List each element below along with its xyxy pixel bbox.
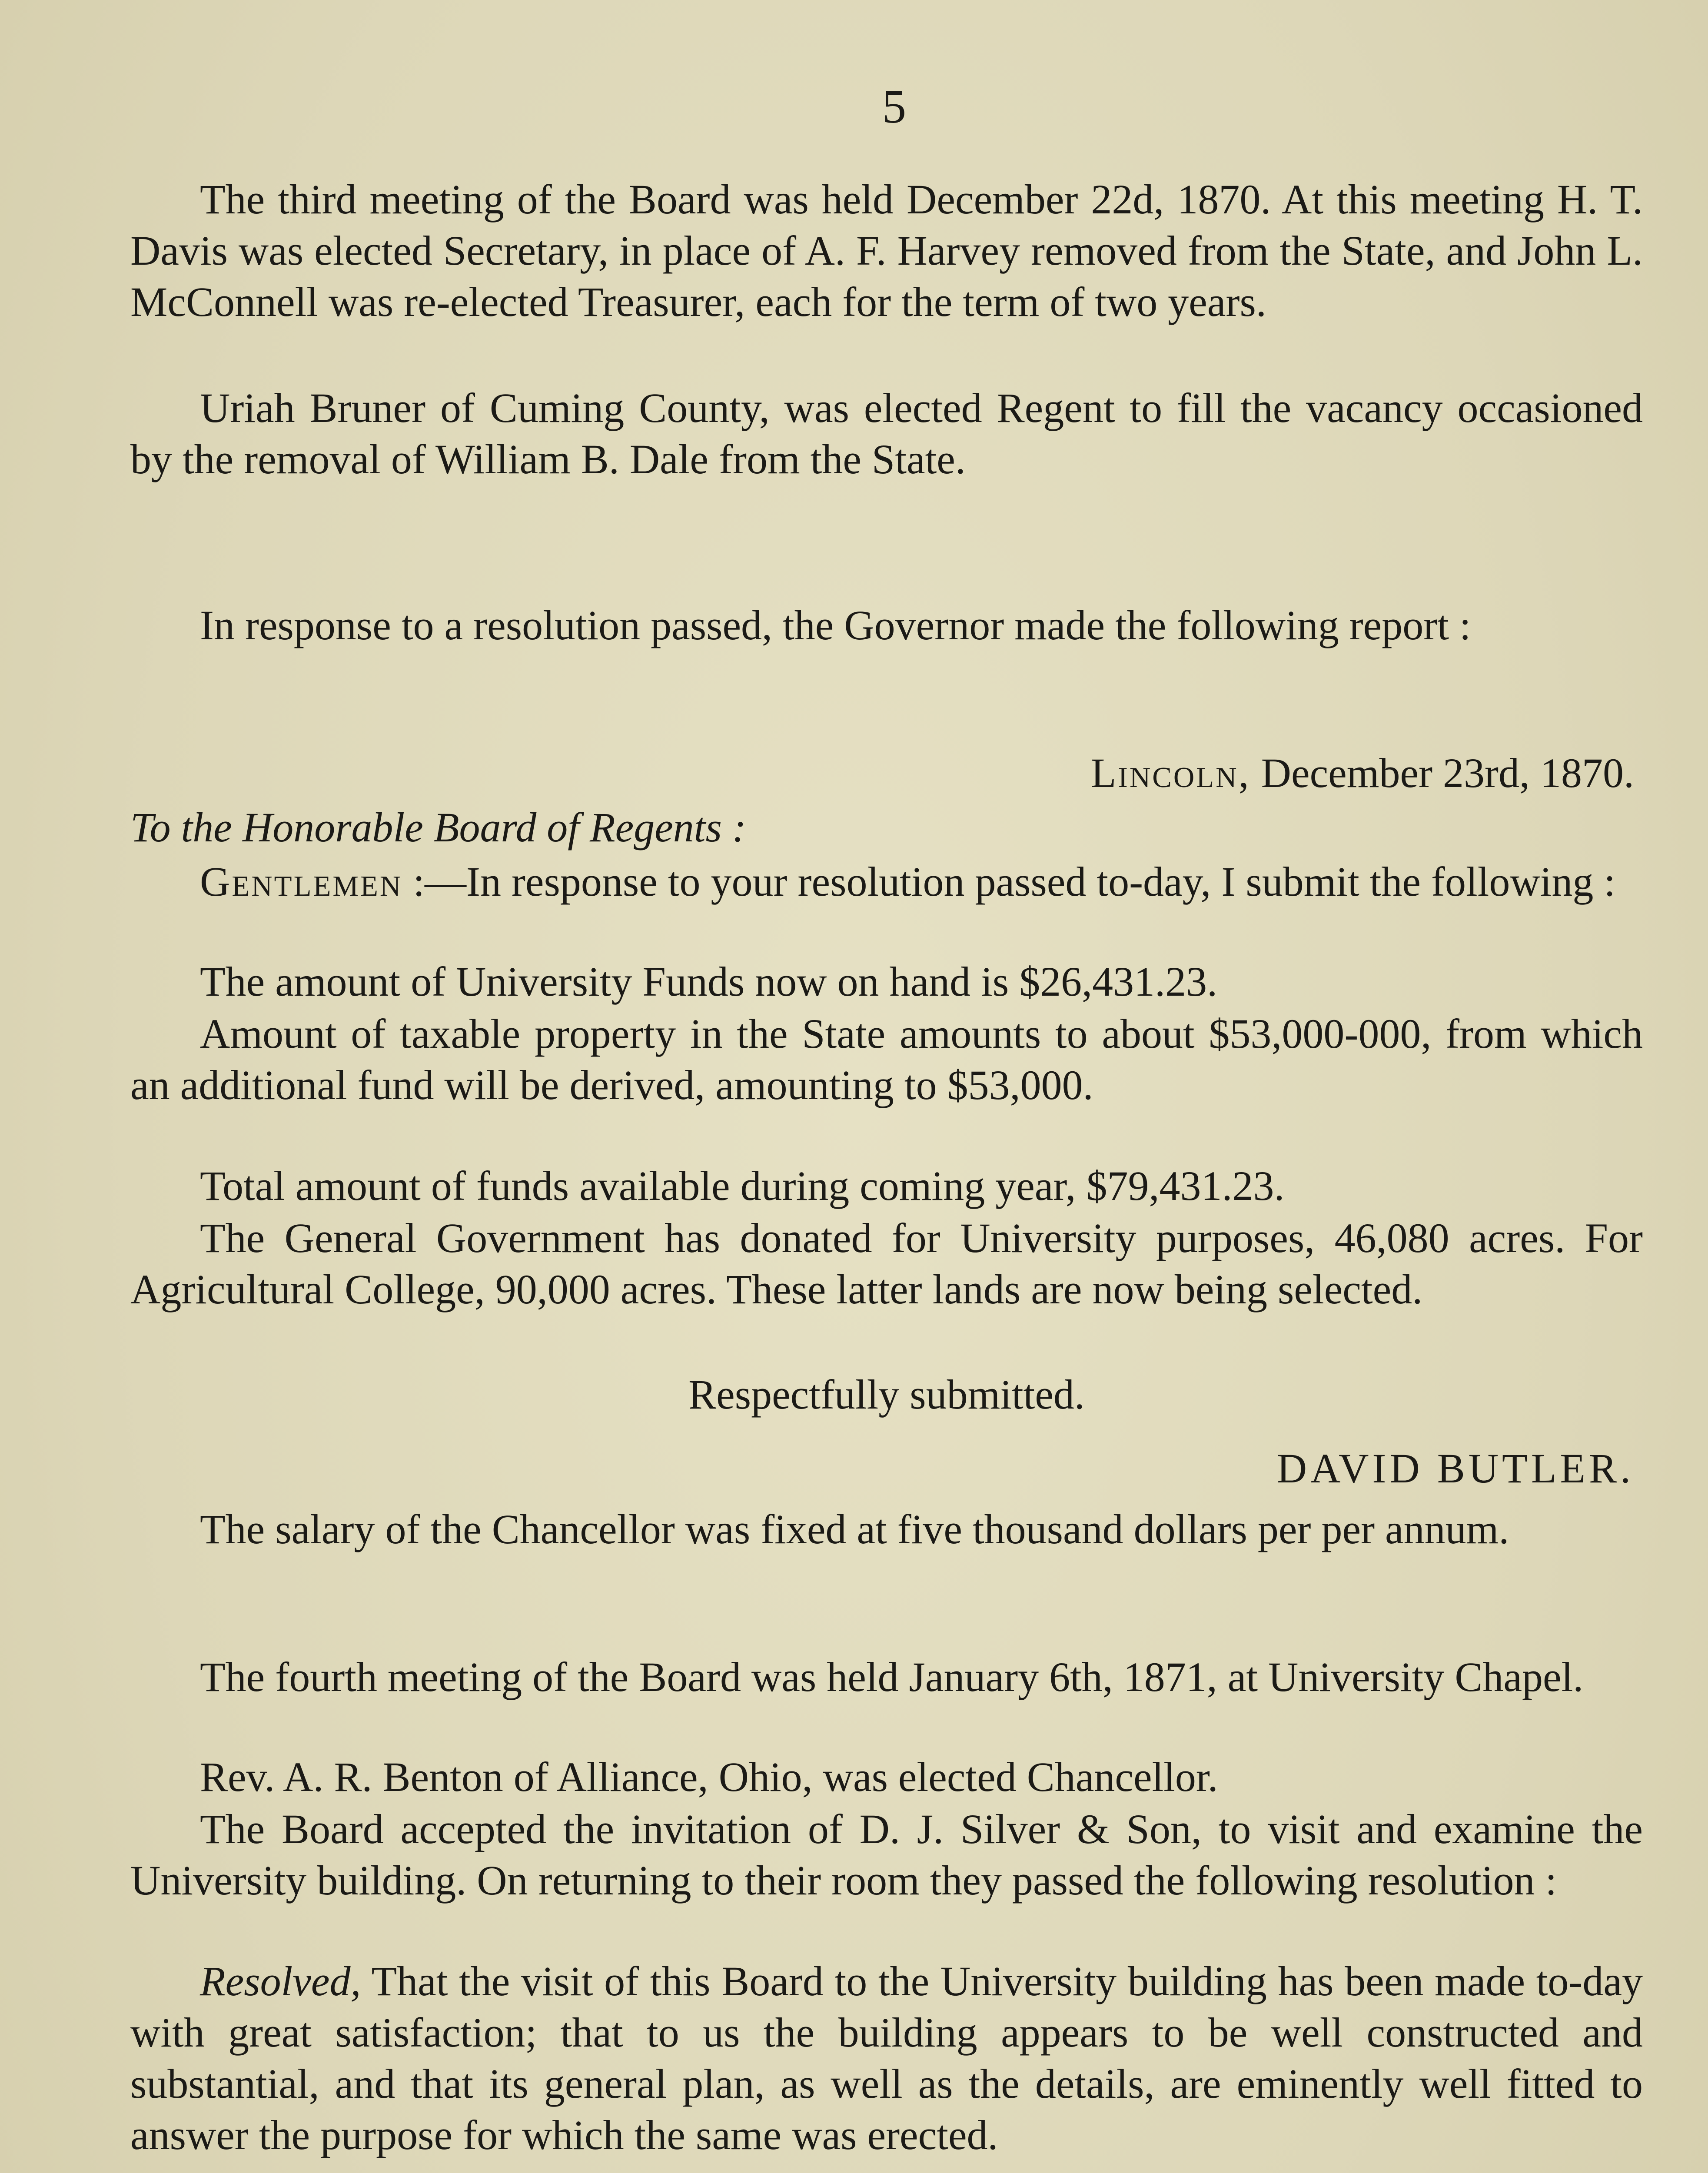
report-total-funds: Total amount of funds available during coming year, $79,431.23. xyxy=(200,1163,1285,1209)
report-closing: Respectfully submitted. xyxy=(688,1371,1085,1418)
paragraph-chancellor-salary: The salary of the Chancellor was fixed at five thousand dollars per per annum. xyxy=(200,1506,1509,1552)
report-signature xyxy=(130,1443,1634,1494)
gentlemen-text: :—In response to your resolution passed to-day, I submit the following : xyxy=(402,858,1616,905)
report-salutation: To the Honorable Board of Regents : xyxy=(130,804,746,851)
paragraph-regent-election: Uriah Bruner of Cuming County, was elected Regent to fill the vacancy occasioned by the removal of William B. Dale from the State. xyxy=(130,385,1643,482)
paragraph-building-visit: The Board accepted the invitation of D. J. Silver & Son, to visit and examine the University building. On returning to their room they passed the following resolution : xyxy=(130,1806,1643,1904)
report-taxable-property: Amount of taxable property in the State amounts to about $53,000-000, from which an additional fund will be derived, amounting to $53,000. xyxy=(130,1010,1643,1108)
report-opening xyxy=(130,856,1643,907)
dateline-date: December 23rd, 1870. xyxy=(1250,750,1634,796)
gentlemen-label: Gentlemen xyxy=(200,858,403,905)
resolved-label: Resolved, xyxy=(200,1958,361,2004)
paragraph-resolution xyxy=(130,1956,1643,2161)
signature-name: DAVID BUTLER. xyxy=(1276,1445,1634,1492)
resolved-text: That the visit of this Board to the University building has been made to-day with great satisfaction; that to us the building appears to be well constructed and substantial, and that its general plan, as well as the details, are eminently well fitted to answer the purpose for which the same was erected. xyxy=(130,1958,1643,2158)
report-university-funds: The amount of University Funds now on hand is $26,431.23. xyxy=(200,958,1218,1005)
paragraph-governor-report-intro: In response to a resolution passed, the Governor made the following report : xyxy=(200,602,1471,648)
page-number: 5 xyxy=(882,80,906,133)
paragraph-chancellor-election: Rev. A. R. Benton of Alliance, Ohio, was elected Chancellor. xyxy=(200,1754,1218,1800)
paragraph-fourth-meeting: The fourth meeting of the Board was held January 6th, 1871, at University Chapel. xyxy=(200,1654,1584,1700)
dateline-city: Lincoln, xyxy=(1090,750,1251,796)
report-land-grants: The General Government has donated for University purposes, 46,080 acres. For Agricultural College, 90,000 acres. These latter lands are now being selected. xyxy=(130,1215,1643,1312)
paragraph-third-meeting: The third meeting of the Board was held December 22d, 1870. At this meeting H. T. Davis was elected Secretary, in place of A. F. Harvey removed from the State, and John L. McConnell was re-elected Treasurer, each for the term of two years. xyxy=(130,176,1643,325)
report-dateline xyxy=(130,748,1634,799)
